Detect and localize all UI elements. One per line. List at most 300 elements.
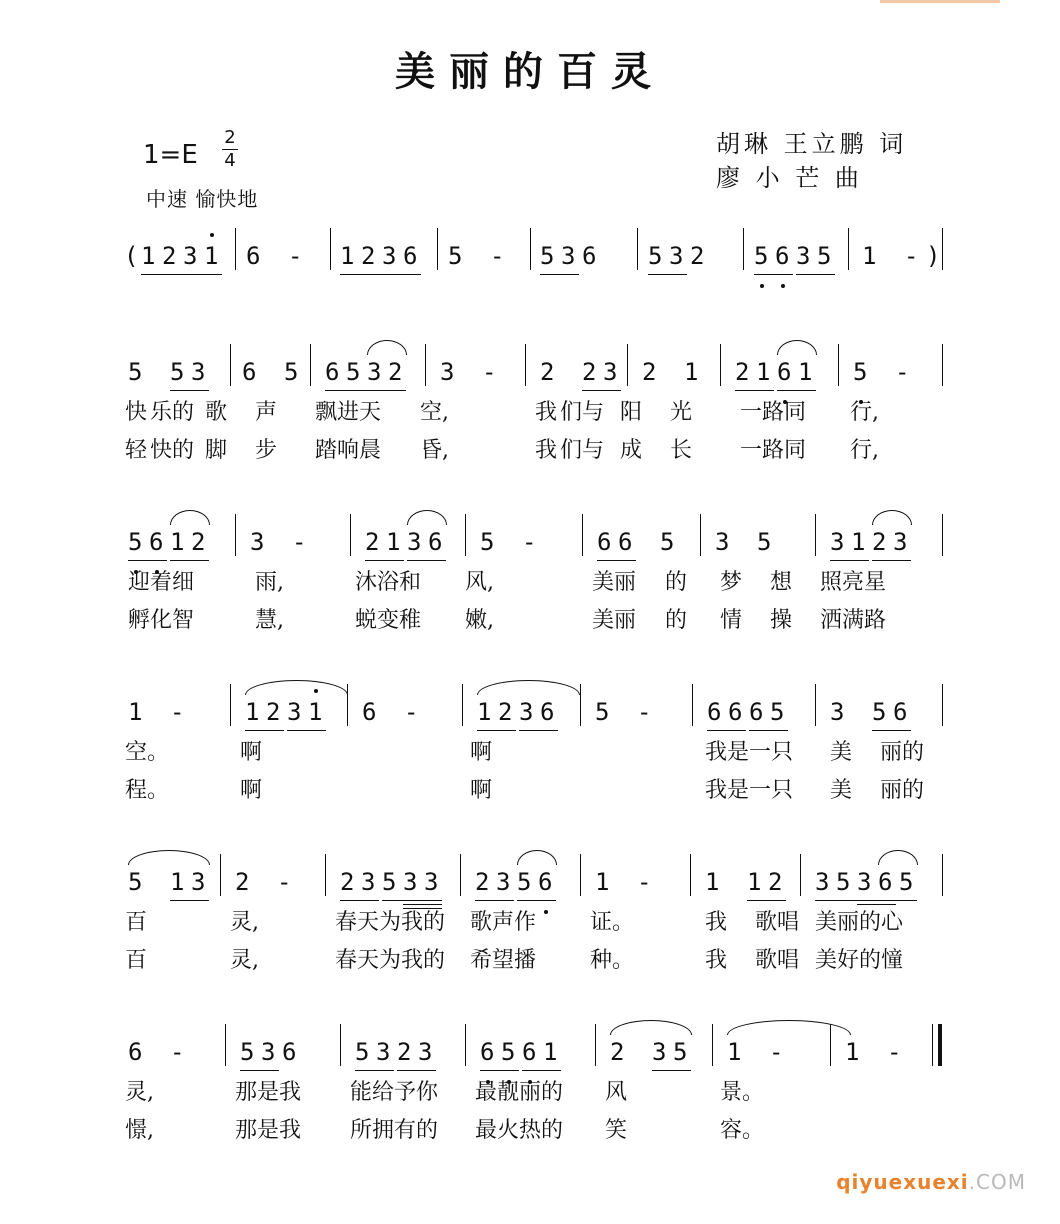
note: 1 — [204, 242, 219, 270]
note: - — [170, 698, 185, 726]
barline — [838, 344, 839, 386]
lyric-verse-1: 乐的 — [150, 400, 195, 425]
note: 3 — [183, 242, 198, 270]
beam-underline — [340, 900, 379, 901]
barline — [815, 514, 816, 556]
barline — [942, 684, 943, 726]
note: 2 — [768, 868, 783, 896]
beam-underline — [365, 560, 404, 561]
barline — [330, 228, 331, 270]
lyric-verse-2: 歌唱 — [755, 948, 800, 973]
beam-underline — [652, 1070, 691, 1071]
lyric-verse-1: 丽的 — [880, 740, 925, 765]
lyric-verse-1: 美 — [830, 740, 853, 765]
note: 1 — [245, 698, 260, 726]
slur — [170, 510, 210, 525]
barline — [230, 344, 231, 386]
note: 5 — [853, 358, 868, 386]
slur — [367, 340, 407, 355]
note: 5 — [872, 698, 887, 726]
note: 5 — [770, 698, 785, 726]
note: 2 — [610, 1038, 625, 1066]
note: 5 — [899, 868, 914, 896]
note: 5 — [660, 528, 675, 556]
note: 1 — [705, 868, 720, 896]
beam-underline — [407, 560, 446, 561]
lyric-verse-2: 快的 — [150, 438, 195, 463]
note: - — [482, 358, 497, 386]
intro-open-paren: ( — [124, 242, 139, 270]
note: - — [637, 698, 652, 726]
lyric-verse-2: 成 — [620, 438, 643, 463]
beam-underline — [170, 560, 209, 561]
note: 6 — [777, 358, 792, 386]
note: 3 — [287, 698, 302, 726]
lyric-verse-2: 美好的憧 — [815, 948, 904, 973]
barline — [637, 228, 638, 270]
note: 2 — [361, 242, 376, 270]
final-barline — [938, 1024, 942, 1066]
note: - — [277, 868, 292, 896]
lyric-verse-1: 风, — [465, 570, 494, 595]
slur — [878, 850, 918, 865]
lyric-verse-2: 那是我 — [235, 1118, 302, 1143]
note: 1 — [727, 1038, 742, 1066]
lyric-verse-1: 歌 — [205, 400, 228, 425]
note: 2 — [475, 868, 490, 896]
lyric-verse-2: 百 — [125, 948, 148, 973]
lyric-verse-2: 啊 — [470, 778, 493, 803]
note: 6 — [403, 242, 418, 270]
note: 5 — [540, 242, 555, 270]
note: 5 — [501, 1038, 516, 1066]
lyric-verse-2: 程。 — [125, 778, 170, 803]
beam-underline — [170, 900, 209, 901]
beam-underline — [777, 390, 816, 391]
barline — [690, 854, 691, 896]
barline — [462, 684, 463, 726]
lyric-verse-2: 们与 — [560, 438, 605, 463]
meter-top: 2 — [224, 127, 236, 148]
note: 6 — [428, 528, 443, 556]
meter-bottom: 4 — [224, 150, 236, 171]
beam-underline — [475, 900, 514, 901]
lyric-verse-1: 想 — [770, 570, 793, 595]
barline — [350, 514, 351, 556]
lyric-verse-2: 情 — [720, 608, 743, 633]
note: - — [170, 1038, 185, 1066]
beam-underline — [245, 730, 284, 731]
key-signature: 1=E — [143, 140, 198, 170]
note: 5 — [517, 868, 532, 896]
note: 5 — [284, 358, 299, 386]
note: 5 — [128, 868, 143, 896]
note: 2 — [540, 358, 555, 386]
lyric-verse-1: 啊 — [240, 740, 263, 765]
note: 1 — [851, 528, 866, 556]
beam-underline — [382, 900, 442, 901]
beam-underline — [796, 274, 835, 275]
slur — [610, 1020, 692, 1035]
note: 6 — [362, 698, 377, 726]
note: 1 — [386, 528, 401, 556]
lyric-verse-1: 迎着细 — [128, 570, 195, 595]
lyric-verse-1: 歌声作 — [470, 910, 537, 935]
note: 6 — [893, 698, 908, 726]
lyric-verse-1: 声 — [255, 400, 278, 425]
lyric-verse-2: 长 — [670, 438, 693, 463]
note: 3 — [830, 698, 845, 726]
lyric-verse-2: 憬, — [125, 1118, 154, 1143]
slur — [872, 510, 912, 525]
slur — [245, 680, 348, 695]
note: 1 — [684, 358, 699, 386]
lyric-verse-2: 我是一只 — [705, 778, 794, 803]
note: 1 — [747, 868, 762, 896]
note: 6 — [246, 242, 261, 270]
barline — [460, 854, 461, 896]
note: 1 — [477, 698, 492, 726]
barline — [800, 854, 801, 896]
lyric-verse-2: 所拥有的 — [350, 1118, 439, 1143]
barline — [530, 228, 531, 270]
lyric-verse-2: 灵, — [230, 948, 259, 973]
note: 2 — [397, 1038, 412, 1066]
barline — [942, 854, 943, 896]
note: 6 — [149, 528, 164, 556]
slur — [128, 850, 210, 865]
note: 2 — [388, 358, 403, 386]
barline — [220, 854, 221, 896]
notation-row-0 — [0, 242, 1060, 312]
note: 2 — [498, 698, 513, 726]
note: 1 — [845, 1038, 860, 1066]
lyric-verse-1: 的 — [665, 570, 688, 595]
lyric-verse-2: 丽的 — [880, 778, 925, 803]
lyric-verse-2: 慧, — [255, 608, 284, 633]
beam-underline — [480, 1070, 519, 1071]
lyric-verse-1: 们与 — [560, 400, 605, 425]
note: 3 — [367, 358, 382, 386]
lyric-verse-2: 美丽 — [592, 608, 637, 633]
note: 3 — [796, 242, 811, 270]
note: 1 — [756, 358, 771, 386]
note: 6 — [775, 242, 790, 270]
beam-underline — [287, 730, 326, 731]
note: 3 — [382, 242, 397, 270]
note: 5 — [355, 1038, 370, 1066]
intro-close-paren: ) — [926, 242, 941, 270]
note: - — [490, 242, 505, 270]
beam-underline — [477, 730, 516, 731]
note: 3 — [857, 868, 872, 896]
beam-underline — [397, 1070, 436, 1071]
lyric-verse-1: 阳 — [620, 400, 643, 425]
beam-underline — [754, 274, 793, 275]
barline — [627, 344, 628, 386]
lyric-verse-1: 最靓丽的 — [475, 1080, 564, 1105]
slur — [407, 510, 447, 525]
barline — [942, 344, 943, 386]
note: 3 — [561, 242, 576, 270]
lyric-verse-1: 灵, — [125, 1080, 154, 1105]
note: 2 — [235, 868, 250, 896]
beam-underline — [707, 730, 746, 731]
slur — [477, 680, 580, 695]
note: 6 — [522, 1038, 537, 1066]
note: - — [887, 1038, 902, 1066]
beam-underline — [340, 274, 421, 275]
slur — [777, 340, 817, 355]
note: 6 — [618, 528, 633, 556]
lyric-verse-2: 我 — [705, 948, 728, 973]
slur — [727, 1020, 851, 1035]
lyric-verse-2: 一路同 — [740, 438, 807, 463]
note: 6 — [128, 1038, 143, 1066]
lyric-verse-2: 我 — [535, 438, 558, 463]
note: 1 — [798, 358, 813, 386]
beam-underline — [582, 390, 621, 391]
note: - — [637, 868, 652, 896]
lyric-verse-1: 我是一只 — [705, 740, 794, 765]
note: 2 — [162, 242, 177, 270]
lyric-verse-1: 能给予你 — [350, 1080, 439, 1105]
note: 3 — [418, 1038, 433, 1066]
lyric-verse-2: 笑 — [605, 1118, 628, 1143]
barline — [815, 684, 816, 726]
barline — [235, 228, 236, 270]
beam-underline — [522, 1070, 561, 1071]
barline — [347, 684, 348, 726]
note: 6 — [480, 1038, 495, 1066]
note: 5 — [836, 868, 851, 896]
lyric-verse-2: 行, — [850, 438, 879, 463]
barline — [942, 514, 943, 556]
note: 6 — [282, 1038, 297, 1066]
barline — [595, 1024, 596, 1066]
barline — [437, 228, 438, 270]
note: 5 — [480, 528, 495, 556]
note: 5 — [240, 1038, 255, 1066]
lyric-verse-1: 照亮星 — [820, 570, 887, 595]
note: 2 — [642, 358, 657, 386]
lyric-verse-1: 歌唱 — [755, 910, 800, 935]
lyric-verse-1: 美丽 — [592, 570, 637, 595]
note: 2 — [266, 698, 281, 726]
note: 1 — [308, 698, 323, 726]
beam-underline — [517, 900, 556, 901]
lyric-verse-1: 灵, — [230, 910, 259, 935]
note: 1 — [170, 528, 185, 556]
octave-dot-low — [544, 910, 548, 914]
lyric-verse-1: 我 — [705, 910, 728, 935]
composer-credit: 廖 小 芒 曲 — [716, 164, 863, 192]
note: 6 — [325, 358, 340, 386]
lyric-verse-1: 飘进天 — [315, 400, 382, 425]
note: 6 — [728, 698, 743, 726]
note: 2 — [191, 528, 206, 556]
note: 2 — [872, 528, 887, 556]
lyric-verse-1: 空。 — [125, 740, 170, 765]
note: - — [895, 358, 910, 386]
lyric-verse-2: 春天为我的 — [335, 948, 446, 973]
beam-underline — [749, 730, 788, 731]
lyric-verse-1: 沐浴和 — [355, 570, 422, 595]
note: 2 — [365, 528, 380, 556]
note: 3 — [715, 528, 730, 556]
beam-underline — [648, 274, 687, 275]
barline — [932, 1024, 933, 1066]
lyric-verse-2: 孵化智 — [128, 608, 195, 633]
top-corner-mark — [880, 0, 1000, 3]
lyric-verse-1: 证。 — [590, 910, 635, 935]
beam-underline — [540, 274, 579, 275]
lyric-verse-1: 春天为我的 — [335, 910, 446, 935]
song-title: 美丽的百灵 — [395, 48, 665, 95]
lyric-verse-2: 踏响晨 — [315, 438, 382, 463]
note: 6 — [242, 358, 257, 386]
note: - — [288, 242, 303, 270]
beam-underline — [872, 560, 911, 561]
barline — [225, 1024, 226, 1066]
lyric-verse-1: 百 — [125, 910, 148, 935]
barline — [580, 684, 581, 726]
lyric-verse-2: 啊 — [240, 778, 263, 803]
lyricist-credit: 胡琳 王立鹏 词 — [716, 130, 908, 158]
lyric-verse-2: 昏, — [420, 438, 449, 463]
barline — [465, 1024, 466, 1066]
barline — [712, 1024, 713, 1066]
lyric-verse-1: 空, — [420, 400, 449, 425]
lyric-verse-2: 希望播 — [470, 948, 537, 973]
note: 5 — [817, 242, 832, 270]
beam-underline — [355, 1070, 394, 1071]
barline — [325, 854, 326, 896]
beam-underline — [815, 900, 917, 901]
note: 5 — [673, 1038, 688, 1066]
note: 2 — [690, 242, 705, 270]
octave-dot-high — [210, 233, 214, 237]
note: 2 — [582, 358, 597, 386]
barline — [525, 344, 526, 386]
note: 2 — [340, 868, 355, 896]
lyric-verse-1: 啊 — [470, 740, 493, 765]
lyric-verse-1: 梦 — [720, 570, 743, 595]
lyric-verse-2: 操 — [770, 608, 793, 633]
note: 3 — [403, 868, 418, 896]
beam-underline — [240, 1070, 279, 1071]
note: 3 — [893, 528, 908, 556]
lyric-verse-2: 洒满路 — [820, 608, 887, 633]
note: 3 — [669, 242, 684, 270]
lyric-verse-1: 光 — [670, 400, 693, 425]
note: 6 — [538, 868, 553, 896]
note: 3 — [424, 868, 439, 896]
note: 3 — [191, 358, 206, 386]
beam-underline — [735, 390, 774, 391]
note: 5 — [382, 868, 397, 896]
barline — [743, 228, 744, 270]
lyric-verse-2: 种。 — [590, 948, 635, 973]
note: 6 — [878, 868, 893, 896]
barline — [700, 514, 701, 556]
note: 5 — [346, 358, 361, 386]
beam-underline — [170, 390, 209, 391]
note: 6 — [707, 698, 722, 726]
note: 3 — [376, 1038, 391, 1066]
note: 5 — [128, 358, 143, 386]
note: 1 — [543, 1038, 558, 1066]
note: 1 — [595, 868, 610, 896]
lyric-verse-2: 轻 — [125, 438, 148, 463]
note: - — [769, 1038, 784, 1066]
lyric-verse-2: 美 — [830, 778, 853, 803]
note: 5 — [648, 242, 663, 270]
barline — [582, 514, 583, 556]
lyric-verse-2: 步 — [255, 438, 278, 463]
note: 3 — [603, 358, 618, 386]
note: 3 — [407, 528, 422, 556]
lyric-verse-2: 的 — [665, 608, 688, 633]
barline — [310, 344, 311, 386]
note: 6 — [597, 528, 612, 556]
barline — [465, 514, 466, 556]
octave-dot-low — [781, 284, 785, 288]
tempo-marking: 中速 愉快地 — [146, 187, 259, 211]
note: 3 — [440, 358, 455, 386]
note: 5 — [754, 242, 769, 270]
lyric-verse-1: 雨, — [255, 570, 284, 595]
note: 6 — [749, 698, 764, 726]
lyric-verse-2: 蜕变稚 — [355, 608, 422, 633]
beam-underline — [141, 274, 222, 275]
lyric-verse-1: 那是我 — [235, 1080, 302, 1105]
note: 6 — [582, 242, 597, 270]
lyric-verse-1: 行, — [850, 400, 879, 425]
barline — [720, 344, 721, 386]
note: 5 — [595, 698, 610, 726]
beam-underline — [597, 560, 636, 561]
slur — [517, 850, 557, 865]
beam-underline — [519, 730, 558, 731]
beam-underline — [128, 560, 167, 561]
barline — [692, 684, 693, 726]
lyric-verse-1: 美丽的心 — [815, 910, 904, 935]
note: 1 — [170, 868, 185, 896]
barline — [425, 344, 426, 386]
note: 1 — [340, 242, 355, 270]
lyric-verse-2: 最火热的 — [475, 1118, 564, 1143]
note: 3 — [250, 528, 265, 556]
lyric-verse-2: 容。 — [720, 1118, 765, 1143]
barline — [340, 1024, 341, 1066]
watermark-suffix: .COM — [968, 1170, 1026, 1194]
note: 3 — [361, 868, 376, 896]
beam-underline — [747, 900, 786, 901]
note: - — [522, 528, 537, 556]
note: - — [292, 528, 307, 556]
note: 5 — [448, 242, 463, 270]
lyric-verse-2: 嫩, — [465, 608, 494, 633]
note: 3 — [830, 528, 845, 556]
watermark-brand: qiyuexuexi — [836, 1170, 969, 1194]
note: 6 — [540, 698, 555, 726]
note: - — [904, 242, 919, 270]
lyric-verse-1: 我 — [535, 400, 558, 425]
note: 2 — [735, 358, 750, 386]
barline — [235, 514, 236, 556]
note: 3 — [496, 868, 511, 896]
